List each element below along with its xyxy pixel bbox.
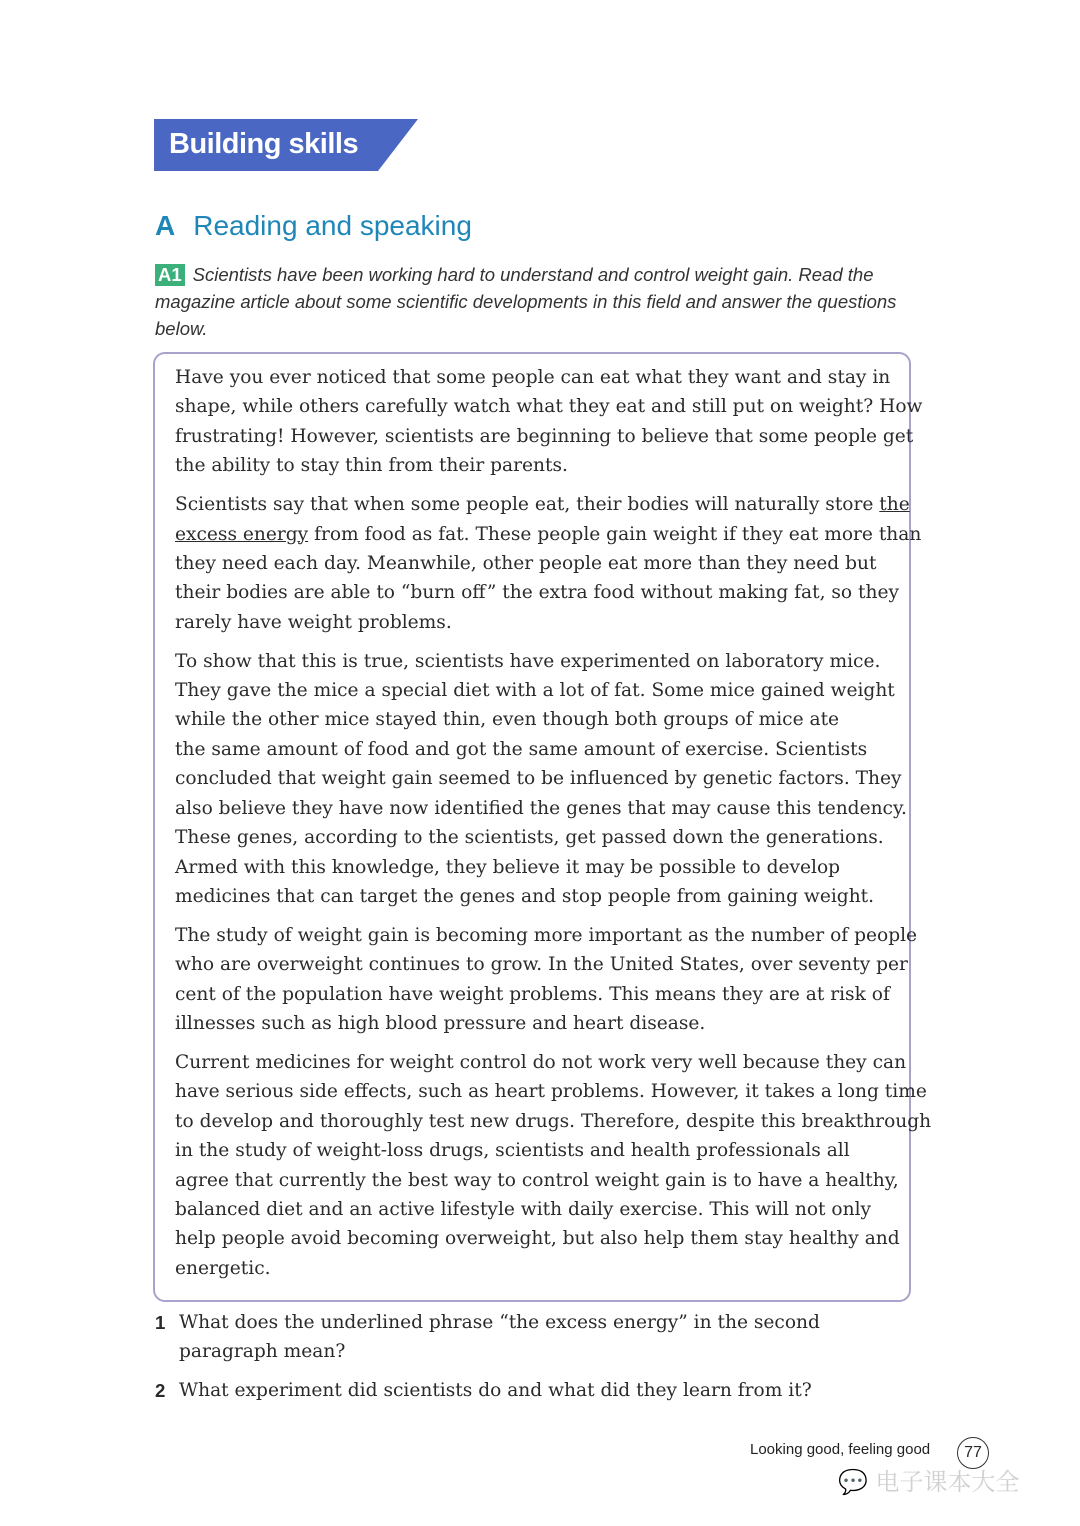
section-title: Reading and speaking — [193, 210, 472, 241]
unit-title: Looking good, feeling good — [750, 1441, 931, 1458]
paragraph-4 — [175, 921, 918, 1039]
line: balanced diet and an active lifestyle with daily exercise. This will not only — [175, 1198, 872, 1220]
line: have serious side effects, such as heart problems. However, it takes a long time — [175, 1081, 927, 1103]
building-skills-banner — [154, 119, 418, 171]
chat-bubble-icon: 💬 — [838, 1468, 868, 1496]
question-1 — [155, 1308, 905, 1366]
page-number: 77 — [957, 1437, 989, 1469]
lines — [175, 549, 905, 637]
banner-title: Building skills — [169, 128, 359, 160]
text: Scientists say that when some people eat, their bodies will naturally store — [175, 494, 880, 516]
paragraph-2 — [175, 490, 922, 637]
section-letter: A — [155, 210, 176, 241]
line: illnesses such as high blood pressure and heart disease. — [175, 1013, 706, 1035]
line: medicines that can target the genes and stop people from gaining weight. — [175, 885, 875, 907]
questions — [155, 1308, 905, 1415]
line: frustrating! However, scientists are beginning to believe that some people get — [175, 425, 914, 447]
text: from food as fat. These people gain weight if they eat more than — [308, 523, 922, 545]
question-text: What does the underlined phrase “the excess energy” in the second paragraph mean? — [179, 1312, 820, 1362]
paragraph-3 — [175, 647, 905, 912]
section-heading — [155, 210, 472, 242]
task-instruction — [155, 261, 915, 342]
line: concluded that weight gain seemed to be influenced by genetic factors. They — [175, 768, 902, 790]
task-badge: A1 — [155, 264, 185, 286]
line: also believe they have now identified the genes that may cause this tendency. — [175, 797, 907, 819]
question-text: What experiment did scientists do and what did they learn from it? — [179, 1380, 812, 1401]
line: rarely have weight problems. — [175, 611, 452, 633]
line: Armed with this knowledge, they believe it may be possible to develop — [175, 856, 841, 878]
line: cent of the population have weight problems. This means they are at risk of — [175, 983, 890, 1005]
line: Current medicines for weight control do not work very well because they can — [175, 1051, 907, 1073]
line: the ability to stay thin from their parents. — [175, 455, 568, 477]
line — [175, 490, 910, 519]
line: To show that this is true, scientists have experimented on laboratory mice. — [175, 650, 881, 672]
question-number: 1 — [155, 1312, 166, 1333]
line: The study of weight gain is becoming more important as the number of people — [175, 924, 918, 946]
line: agree that currently the best way to control weight gain is to have a healthy, — [175, 1169, 899, 1191]
line: Have you ever noticed that some people can eat what they want and stay in — [175, 367, 891, 388]
watermark — [838, 1462, 1020, 1497]
watermark-text: 电子课本大全 — [875, 1468, 1020, 1496]
line: while the other mice stayed thin, even though both groups of mice ate — [175, 709, 840, 731]
paragraph-1 — [175, 363, 923, 481]
line: They gave the mice a special diet with a lot of fat. Some mice gained weight — [175, 680, 895, 702]
line: shape, while others carefully watch what they eat and still put on weight? How — [175, 396, 923, 418]
line: help people avoid becoming overweight, but also help them stay healthy and — [175, 1228, 900, 1250]
instruction-text: Scientists have been working hard to understand and control weight gain. Read the magazine article about some scientific developments in this field and answer the questions below. — [155, 264, 897, 339]
line — [175, 520, 922, 549]
line: the same amount of food and got the same amount of exercise. Scientists — [175, 738, 868, 760]
line: in the study of weight-loss drugs, scientists and health professionals all — [175, 1140, 850, 1162]
question-2 — [155, 1376, 905, 1405]
article-text — [175, 363, 932, 1293]
line: These genes, according to the scientists, get passed down the generations. — [175, 827, 884, 849]
question-number: 2 — [155, 1380, 166, 1401]
paragraph-5 — [175, 1048, 932, 1283]
line: they need each day. Meanwhile, other people eat more than they need but — [175, 552, 877, 574]
line: to develop and thoroughly test new drugs. Therefore, despite this breakthrough — [175, 1110, 932, 1132]
line: their bodies are able to “burn off” the extra food without making fat, so they — [175, 582, 899, 604]
underlined-phrase: the — [879, 494, 910, 516]
underlined-phrase: excess energy — [175, 523, 309, 545]
line: who are overweight continues to grow. In the United States, over seventy per — [175, 954, 908, 976]
line: energetic. — [175, 1257, 271, 1279]
